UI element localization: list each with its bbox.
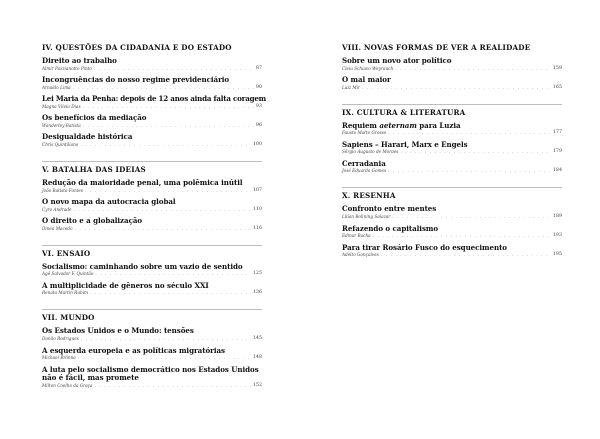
toc-entry[interactable]: [42, 282, 262, 297]
page-number: 116: [252, 225, 262, 231]
leader-dots: [388, 130, 551, 136]
page-number: 100: [252, 141, 262, 147]
entry-author: Cleia Schiavo Weyrauch: [342, 65, 394, 71]
entry-author: Dinéa Macedo: [42, 225, 73, 231]
entry-title: Requiem aeternam para Luzia: [342, 120, 461, 130]
leader-dots: [94, 66, 254, 72]
entry-title: O novo mapa da autocracia global: [42, 197, 176, 207]
page-number: 148: [252, 355, 262, 361]
toc-entry[interactable]: [342, 141, 562, 156]
right-column: [342, 40, 562, 263]
page-number: 96: [255, 122, 262, 128]
entry-author: Michael Brönna: [42, 355, 76, 361]
page-number: 159: [552, 65, 562, 71]
leader-dots: [81, 336, 251, 342]
entry-author: Danilo Rodrigues: [42, 336, 79, 342]
page-number: 165: [552, 84, 562, 90]
entry-author: Cyro Andrade: [42, 206, 72, 212]
section-mundo: [42, 309, 262, 388]
entry-author: Lilian Bohning Salazar: [342, 214, 391, 220]
toc-entry[interactable]: [42, 114, 262, 129]
entry-title: Confronto entre mentes: [342, 204, 437, 214]
left-column: [42, 40, 266, 393]
toc-entry[interactable]: [42, 263, 262, 278]
entry-title: Direito ao trabalho: [42, 56, 117, 65]
entry-author: Sérgio Augusto de Moraes: [342, 149, 399, 155]
section-cidadania: [42, 40, 266, 148]
entry-author: Almir Pazzianotto Pinto: [42, 65, 92, 71]
toc-entry[interactable]: [42, 133, 262, 148]
toc-entry[interactable]: [42, 198, 262, 213]
entry-title: Lei Maria da Penha: depois de 12 anos ainda falta coragem: [42, 94, 266, 104]
page-number: 193: [552, 233, 562, 239]
leader-dots: [94, 383, 250, 389]
section-title: V. BATALHA DAS IDEIAS: [42, 164, 146, 174]
entry-title: A esquerda europeia e as políticas migratórias: [42, 345, 225, 355]
entry-title: Os benefícios da mediação: [42, 113, 147, 123]
leader-dots: [95, 271, 250, 277]
toc-entry[interactable]: [42, 217, 262, 232]
toc-entry[interactable]: [342, 122, 562, 137]
entry-author: Edmar Bacha: [342, 233, 371, 239]
entry-author: Magna Vilela Dias: [42, 103, 81, 109]
toc-entry[interactable]: [342, 160, 562, 175]
entry-title: Redução da maioridade penal, uma polêmica inútil: [42, 177, 243, 187]
page-number: 93: [255, 103, 262, 109]
toc-entry[interactable]: [42, 57, 262, 72]
toc-entry[interactable]: [342, 76, 562, 91]
toc-entry[interactable]: [42, 94, 266, 110]
entry-author: Adelto Gonçalves: [342, 252, 379, 258]
toc-entry[interactable]: [342, 244, 562, 259]
leader-dots: [400, 149, 550, 155]
page-number: 152: [252, 382, 262, 388]
section-ensaio: [42, 245, 262, 297]
entry-title: Os Estados Unidos e o Mundo: tensões: [42, 326, 194, 336]
leader-dots: [373, 233, 551, 239]
leader-dots: [78, 355, 251, 361]
toc-entry[interactable]: [42, 76, 262, 91]
entry-author: Chris Quintiliano: [42, 141, 79, 147]
entry-title: Incongruências do nosso regime previdenciário: [42, 75, 230, 85]
page-number: 184: [552, 168, 562, 174]
section-title: IX. CULTURA & LITERATURA: [342, 107, 466, 117]
entry-author: João Batista Fontes: [42, 187, 84, 193]
toc-entry[interactable]: [342, 225, 562, 240]
leader-dots: [395, 66, 551, 72]
toc-entry[interactable]: [42, 366, 262, 389]
toc-entry[interactable]: [342, 57, 562, 72]
leader-dots: [83, 104, 254, 110]
page-number: 189: [552, 214, 562, 220]
toc-entry[interactable]: [42, 347, 262, 362]
section-title: X. RESENHA: [342, 191, 396, 201]
entry-author: Luiz Mir: [342, 84, 360, 90]
entry-author: Agê Salvador F. Quintão: [42, 271, 94, 277]
leader-dots: [362, 85, 551, 91]
page-number: 107: [252, 187, 262, 193]
leader-dots: [90, 290, 251, 296]
page-number: 145: [252, 336, 262, 342]
entry-title: A luta pelo socialismo democrático nos Estados Unidos não é fácil, mas promete: [42, 364, 259, 383]
entry-author: Renata Martin Rubim: [42, 290, 89, 296]
page-number: 177: [552, 130, 562, 136]
section-resenha: [342, 187, 562, 258]
entry-author: Arnaldo Lima: [42, 84, 71, 90]
toc-entry[interactable]: [342, 205, 562, 220]
page-number: 125: [252, 271, 262, 277]
entry-title: A multiplicidade de gêneros no século XXI: [42, 280, 209, 290]
entry-title: Cerradania: [342, 158, 386, 168]
section-batalha-das-ideias: [42, 161, 262, 232]
entry-title: Desigualdade histórica: [42, 132, 133, 142]
entry-author: Wanderley Batista: [42, 122, 81, 128]
leader-dots: [388, 168, 551, 174]
leader-dots: [392, 214, 551, 220]
entry-title: O mal maior: [342, 75, 391, 85]
toc-entry[interactable]: [42, 179, 262, 194]
section-cultura-literatura: [342, 104, 562, 175]
page-number: 90: [255, 84, 262, 90]
section-title: VIII. NOVAS FORMAS DE VER A REALIDADE: [342, 43, 531, 52]
page-number: 110: [252, 206, 262, 212]
entry-title: Sobre um novo ator político: [342, 56, 452, 65]
leader-dots: [381, 252, 551, 258]
leader-dots: [85, 188, 251, 194]
page-number: 195: [552, 252, 562, 258]
entry-title: Para tirar Rosário Fusco do esquecimento: [342, 242, 507, 252]
leader-dots: [83, 123, 254, 129]
entry-title: Refazendo o capitalismo: [342, 223, 439, 233]
leader-dots: [73, 85, 254, 91]
entry-author: Milton Coelho da Graça: [42, 382, 93, 388]
leader-dots: [73, 207, 250, 213]
entry-title: Sapiens – Harari, Marx e Engels: [342, 139, 468, 149]
page-number: 179: [552, 149, 562, 155]
section-title: VI. ENSAIO: [42, 248, 91, 258]
entry-title: Socialismo: caminhando sobre um vazio de sentido: [42, 261, 243, 271]
page-number: 136: [252, 290, 262, 296]
page-number: 87: [255, 65, 262, 71]
entry-author: José Eduardo Gomes: [342, 168, 387, 174]
leader-dots: [75, 226, 251, 232]
section-title: VII. MUNDO: [42, 313, 95, 323]
leader-dots: [80, 142, 251, 148]
section-title: IV. QUESTÕES DA CIDADANIA E DO ESTADO: [42, 43, 232, 52]
entry-title: O direito e a globalização: [42, 216, 143, 226]
section-novas-formas: [342, 40, 562, 91]
entry-author: Fausto Matto Grosso: [342, 130, 387, 136]
toc-entry[interactable]: [42, 327, 262, 342]
